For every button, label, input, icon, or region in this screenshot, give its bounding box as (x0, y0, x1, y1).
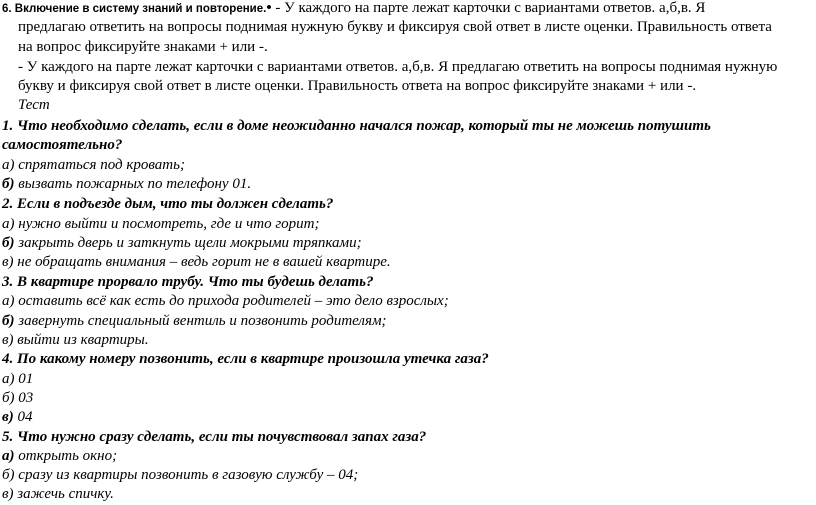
option-letter: а) (2, 157, 15, 173)
question-3: 3. В квартире прорвало трубу. Что ты будешь делать? (2, 274, 374, 290)
intro-line-3: на вопрос фиксируйте знаками + или -. (18, 39, 268, 55)
question-4-option-b (2, 389, 33, 408)
option-text: сразу из квартиры позвонить в газовую службу – 04; (14, 467, 359, 483)
option-text: выйти из квартиры. (13, 332, 149, 348)
question-2-option-a (2, 215, 320, 234)
test-label: Тест (18, 97, 50, 113)
option-letter: б) (2, 390, 15, 406)
question-4-option-c (2, 408, 32, 427)
question-5: 5. Что нужно сразу сделать, если ты почувствовал запах газа? (2, 429, 427, 445)
option-letter: в) (2, 332, 14, 348)
option-text: вызвать пожарных по телефону 01. (14, 176, 252, 192)
option-text: спрятаться под кровать; (14, 157, 185, 173)
question-1-cont: самостоятельно? (2, 137, 123, 153)
option-text: нужно выйти и посмотреть, где и что горит; (14, 216, 320, 232)
option-text: 01 (14, 371, 34, 387)
question-4-option-a (2, 370, 33, 389)
intro-line-1 (2, 0, 705, 19)
option-text: 04 (13, 409, 33, 425)
option-letter: б) (2, 313, 15, 329)
option-letter: а) (2, 293, 15, 309)
bullet-icon: • (266, 0, 272, 16)
question-3-option-c (2, 331, 149, 350)
question-5-option-a (2, 447, 117, 466)
option-text: оставить всё как есть до прихода родителей – это дело взрослых; (14, 293, 449, 309)
question-4: 4. По какому номеру позвонить, если в квартире произошла утечка газа? (2, 351, 489, 367)
option-text: зажечь спичку. (13, 486, 114, 502)
question-2: 2. Если в подъезде дым, что ты должен сделать? (2, 196, 334, 212)
intro-line-2: предлагаю ответить на вопросы поднимая нужную букву и фиксируя свой ответ в листе оценки. Правильность ответа (18, 19, 772, 35)
question-1-option-b (2, 175, 251, 194)
option-letter: в) (2, 409, 14, 425)
section-heading: 6. Включение в систему знаний и повторение. (2, 3, 267, 15)
option-text: завернуть специальный вентиль и позвонить родителям; (14, 313, 387, 329)
question-2-option-c (2, 253, 391, 272)
option-letter: в) (2, 486, 14, 502)
option-letter: в) (2, 254, 14, 270)
intro-line-4: - У каждого на парте лежат карточки с вариантами ответов. а,б,в. Я предлагаю ответить на вопросы поднимая нужную (18, 59, 778, 75)
question-2-option-b (2, 234, 362, 253)
option-letter: а) (2, 448, 15, 464)
option-letter: а) (2, 371, 15, 387)
question-5-option-c (2, 485, 114, 504)
option-text: открыть окно; (14, 448, 118, 464)
option-text: 03 (14, 390, 34, 406)
question-5-option-b (2, 466, 358, 485)
option-letter: б) (2, 235, 15, 251)
option-text: закрыть дверь и заткнуть щели мокрыми тряпками; (14, 235, 362, 251)
option-letter: б) (2, 176, 15, 192)
option-letter: б) (2, 467, 15, 483)
question-1-option-a (2, 156, 185, 175)
intro-line-5: букву и фиксируя свой ответ в листе оценки. Правильность ответа на вопрос фиксируйте знаками + или -. (18, 78, 697, 94)
intro-text-1: - У каждого на парте лежат карточки с вариантами ответов. а,б,в. Я (271, 0, 706, 16)
option-text: не обращать внимания – ведь горит не в вашей квартире. (13, 254, 391, 270)
question-3-option-b (2, 312, 387, 331)
option-letter: а) (2, 216, 15, 232)
question-3-option-a (2, 292, 449, 311)
question-1: 1. Что необходимо сделать, если в доме неожиданно начался пожар, который ты не можешь потушить (2, 118, 711, 134)
